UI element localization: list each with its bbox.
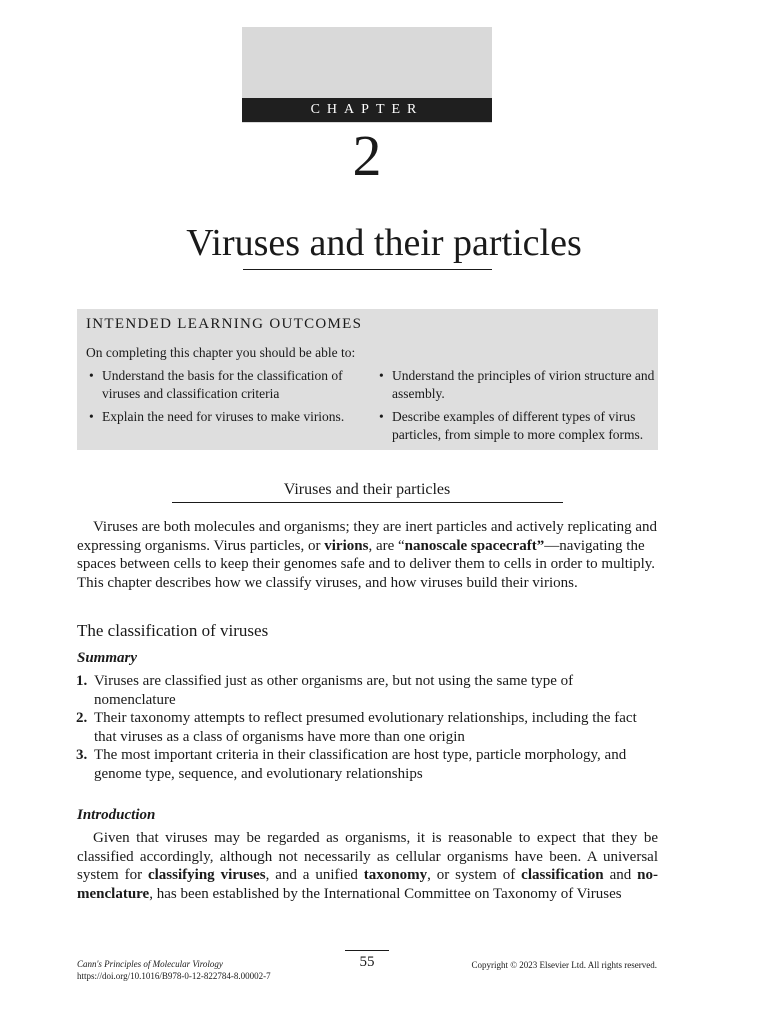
summary-text: Viruses are classified just as other organisms are, but not using the same type of nomenclature: [94, 673, 574, 708]
summary-label: Summary: [77, 650, 138, 666]
introduction-paragraph: Given that viruses may be regarded as organisms, it is reasonable to expect that they be classified accordingly, although not necessarily as cellular organisms have been. A universal system for classifying viruses, and a unified taxonomy, or system of classification and no-menclature, has been established by the International Committee on Taxonomy of Viruses: [77, 830, 658, 902]
term-nomenclature: no-menclature: [77, 867, 658, 902]
summary-text: The most important criteria in their classification are host type, particle morphology, and genome type, sequence, and evolutionary relationships: [94, 747, 627, 782]
doi-link[interactable]: https://doi.org/10.1016/B978-0-12-822784-8.00002-7: [77, 971, 271, 981]
summary-number: 1.: [76, 673, 88, 689]
summary-number: 3.: [76, 747, 88, 763]
learning-outcome-item: [89, 367, 367, 403]
chapter-number: 2: [352, 123, 382, 188]
term-virions: virions: [324, 537, 369, 554]
summary-number: 2.: [76, 710, 88, 726]
bullet-icon: •: [379, 409, 384, 424]
term-classification: classification: [521, 867, 604, 884]
section-heading: Viruses and their particles: [283, 481, 451, 498]
section-underline: [172, 502, 563, 503]
copyright-notice: Copyright © 2023 Elsevier Ltd. All rights reserved.: [471, 960, 657, 970]
bullet-icon: •: [89, 368, 94, 383]
term-classifying-viruses: classifying viruses: [147, 867, 266, 884]
subsection-heading: The classification of viruses: [77, 621, 269, 640]
term-nanoscale-spacecraft: nanoscale spacecraft”: [404, 537, 545, 554]
bullet-icon: •: [89, 409, 94, 424]
summary-text: Their taxonomy attempts to reflect presumed evolutionary relationships, including the fact that viruses as a class of organisms have more than one origin: [94, 710, 637, 745]
learning-outcome-item: [89, 408, 367, 426]
learning-outcome-text: Understand the basis for the classification of viruses and classification criteria: [102, 368, 343, 401]
body-paragraph: Viruses are both molecules and organisms; they are inert particles and actively replicating and expressing organisms. Virus particles, or virions, are “nanoscale spacecraft”—navigating the spaces between cells to keep their genomes safe and to deliver them to cells in order to multiply. This chapter describes how we classify viruses, and how viruses build their virions.: [77, 519, 658, 591]
term-taxonomy: taxonomy: [363, 867, 428, 884]
learning-outcome-text: Describe examples of different types of virus particles, from simple to more complex forms.: [392, 409, 644, 442]
book-title: Cann's Principles of Molecular Virology: [77, 959, 223, 969]
summary-item: [76, 709, 654, 746]
chapter-title: Viruses and their particles: [186, 222, 582, 264]
chapter-label: CHAPTER: [242, 98, 492, 122]
learning-outcome-item: [379, 367, 657, 403]
title-underline: [243, 269, 492, 270]
page-number: 55: [359, 954, 375, 970]
learning-outcome-text: Understand the principles of virion structure and assembly.: [392, 368, 655, 401]
summary-item: [76, 746, 654, 783]
learning-outcomes-heading: INTENDED LEARNING OUTCOMES: [86, 316, 363, 332]
learning-outcome-text: Explain the need for viruses to make virions.: [102, 409, 345, 424]
summary-item: [76, 672, 654, 709]
introduction-label: Introduction: [77, 807, 156, 823]
footer-rule: [345, 950, 389, 951]
learning-outcome-item: [379, 408, 657, 444]
learning-outcomes-intro: On completing this chapter you should be able to:: [86, 345, 356, 360]
bullet-icon: •: [379, 368, 384, 383]
